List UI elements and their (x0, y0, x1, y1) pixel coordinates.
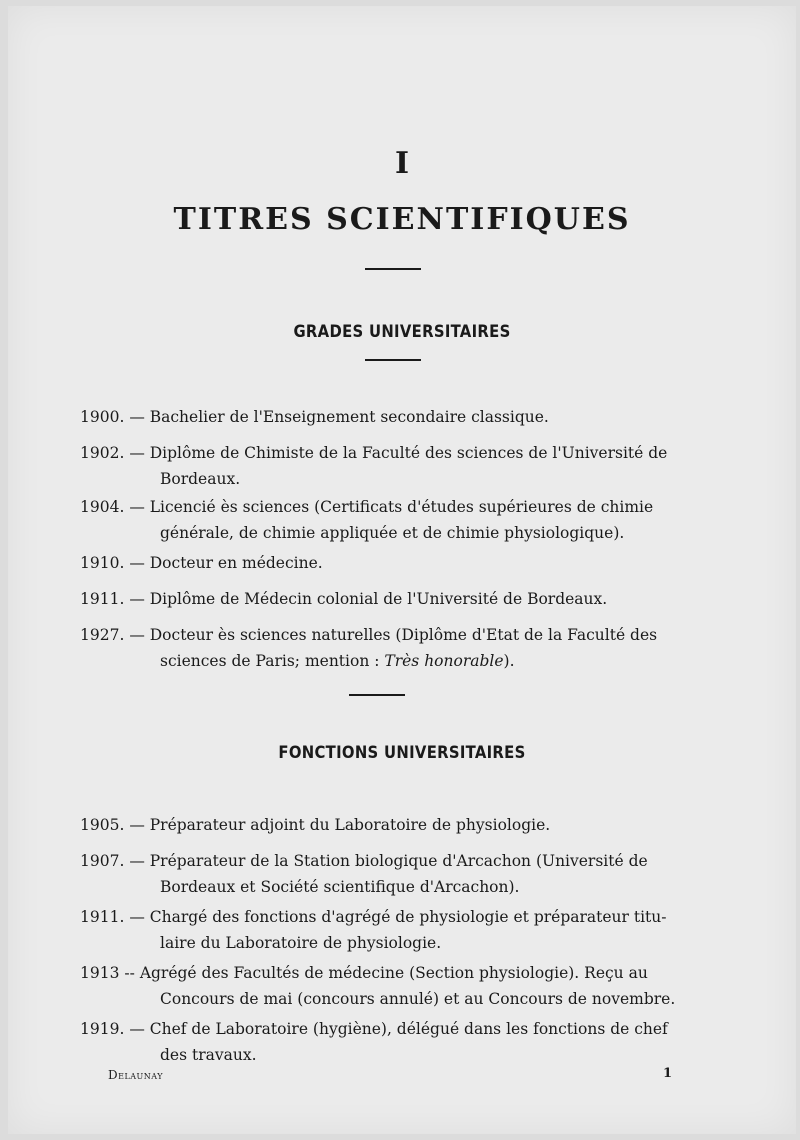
fonctions-entry (80, 960, 700, 1012)
entry-text: Chargé des fonctions d'agrégé de physiologie et préparateur titu- (149, 908, 667, 926)
entry-year: 1907. (80, 852, 125, 870)
entry-text: Diplôme de Médecin colonial de l'Université de Bordeaux. (149, 590, 608, 608)
entry-dash: — (129, 626, 145, 644)
grades-entry (80, 586, 700, 612)
entry-dash: -- (124, 964, 135, 982)
page-title: TITRES SCIENTIFIQUES (173, 202, 631, 237)
document-page (8, 6, 796, 1134)
entry-text: Docteur en médecine. (149, 554, 323, 572)
grades-heading: GRADES UNIVERSITAIRES (293, 322, 511, 341)
entry-text: Préparateur adjoint du Laboratoire de physiologie. (149, 816, 551, 834)
continuation-prefix: sciences de Paris; mention : (160, 652, 385, 670)
fonctions-entry (80, 812, 700, 838)
entry-year: 1900. (80, 408, 125, 426)
entry-year: 1927. (80, 626, 125, 644)
entry-continuation: des travaux. (160, 1046, 257, 1064)
fonctions-entry (80, 848, 700, 900)
entry-text: Chef de Laboratoire (hygiène), délégué dans les fonctions de chef (149, 1020, 668, 1038)
entry-year: 1904. (80, 498, 125, 516)
fonctions-entry (80, 1016, 700, 1068)
page-number: 1 (663, 1066, 673, 1081)
continuation-suffix: ). (503, 652, 515, 670)
grades-entry (80, 494, 700, 546)
entry-continuation: générale, de chimie appliquée et de chimie physiologique). (160, 524, 625, 542)
fonctions-entry (80, 904, 700, 956)
entry-text: Préparateur de la Station biologique d'Arcachon (Université de (149, 852, 648, 870)
entry-dash: — (129, 590, 145, 608)
entry-year: 1911. (80, 908, 125, 926)
entry-text: Docteur ès sciences naturelles (Diplôme d'Etat de la Faculté des (149, 626, 658, 644)
fonctions-heading: FONCTIONS UNIVERSITAIRES (278, 743, 526, 762)
entry-dash: — (129, 908, 145, 926)
entry-continuation: Bordeaux et Société scientifique d'Arcachon). (160, 878, 520, 896)
entry-year: 1910. (80, 554, 125, 572)
grades-entry (80, 440, 700, 492)
author-footer: Delaunay (108, 1068, 164, 1082)
grades-entry (80, 550, 700, 576)
entry-dash: — (129, 1020, 145, 1038)
entry-continuation (80, 648, 700, 674)
grades-entry (80, 622, 700, 674)
entry-dash: — (129, 554, 145, 572)
entry-text: Bachelier de l'Enseignement secondaire classique. (149, 408, 549, 426)
entry-text: Licencié ès sciences (Certificats d'études supérieures de chimie (149, 498, 654, 516)
entry-year: 1911. (80, 590, 125, 608)
grades-divider (365, 359, 421, 361)
entry-text: Agrégé des Facultés de médecine (Section physiologie). Reçu au (139, 964, 648, 982)
entry-continuation: Bordeaux. (160, 470, 241, 488)
entry-dash: — (129, 816, 145, 834)
entry-year: 1919. (80, 1020, 125, 1038)
section-number: I (394, 146, 410, 181)
entry-year: 1913 (80, 964, 120, 982)
grades-entry (80, 404, 700, 430)
entry-dash: — (129, 408, 145, 426)
entry-dash: — (129, 498, 145, 516)
entry-year: 1905. (80, 816, 125, 834)
grades-end-divider (349, 694, 405, 696)
entry-year: 1902. (80, 444, 125, 462)
bleed-through-text (80, 124, 696, 142)
entry-continuation: Concours de mai (concours annulé) et au Concours de novembre. (160, 990, 676, 1008)
entry-dash: — (129, 852, 145, 870)
entry-dash: — (129, 444, 145, 462)
entry-text: Diplôme de Chimiste de la Faculté des sciences de l'Université de (149, 444, 668, 462)
entry-continuation: laire du Laboratoire de physiologie. (160, 934, 442, 952)
title-divider (365, 268, 421, 270)
mention-italic: Très honorable (384, 652, 504, 670)
